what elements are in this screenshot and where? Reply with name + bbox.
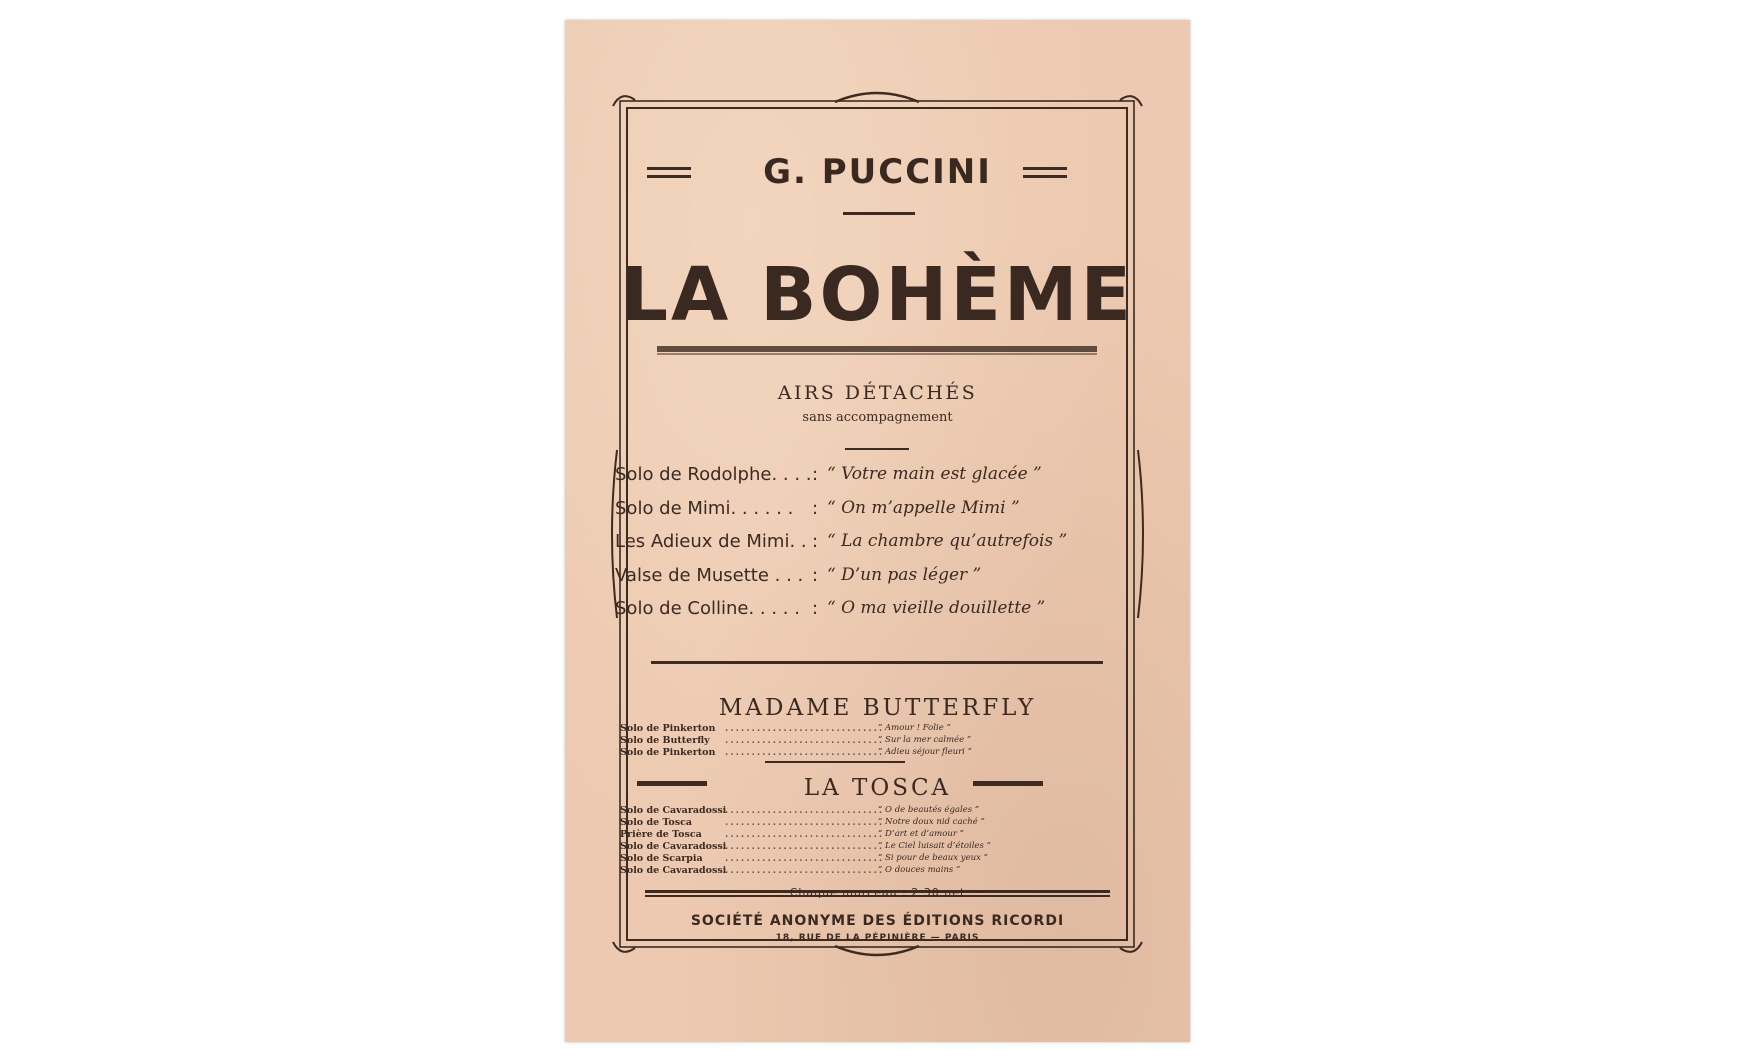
aria-row <box>615 565 1145 599</box>
list-item <box>620 723 1080 735</box>
publisher-name: SOCIÉTÉ ANONYME DES ÉDITIONS RICORDI <box>690 913 1065 929</box>
list-item <box>620 805 1080 817</box>
list-item <box>620 747 1080 759</box>
aria-title: “ D’art et d’amour ” <box>878 829 964 839</box>
aria-label: Solo de Rodolphe. . . . <box>615 464 812 485</box>
list-item <box>620 841 1080 853</box>
subtitle-note: sans accompagnement <box>802 410 953 425</box>
section-subtitle: AIRS DÉTACHÉS <box>777 382 978 404</box>
list-item <box>620 817 1080 829</box>
aria-label: Valse de Musette . . . <box>615 564 804 586</box>
opera-title: LA BOHÈME <box>620 252 1135 338</box>
aria-title: “ O de beautés égales ” <box>878 805 980 815</box>
leader-dots: .............................. <box>725 865 885 876</box>
aria-label: Prière de Tosca <box>620 829 702 840</box>
aria-title: “ D’un pas léger ” <box>827 564 982 585</box>
aria-row <box>615 498 1145 532</box>
list-item <box>620 735 1080 747</box>
aria-title: “ Amour ! Folie ” <box>878 723 951 733</box>
aria-title: “ Votre main est glacée ” <box>827 464 1042 484</box>
aria-label: Solo de Butterfly <box>620 735 710 746</box>
publisher-address: 18, RUE DE LA PÉPINIÈRE — PARIS <box>775 933 980 943</box>
aria-colon: : <box>812 497 819 519</box>
price-note: Chaque morceau : 2 30 net <box>789 886 966 899</box>
aria-label: Solo de Cavaradossi <box>620 805 727 816</box>
aria-label: Solo de Scarpia <box>620 853 703 864</box>
aria-title: “ Adieu séjour fleuri ” <box>878 747 972 757</box>
aria-title: “ O ma vieille douillette ” <box>827 598 1046 618</box>
leader-dots: .............................. <box>725 853 885 864</box>
aria-title: “ Le Ciel luisait d’étoiles ” <box>878 841 991 851</box>
leader-dots: .............................. <box>725 817 885 828</box>
aria-row <box>615 464 1145 498</box>
aria-label: Solo de Cavaradossi <box>620 865 727 876</box>
aria-label: Solo de Pinkerton <box>620 723 716 734</box>
leader-dots: .............................. <box>725 829 885 840</box>
composer-name: G. PUCCINI <box>763 152 992 192</box>
aria-title: “ Si pour de beaux yeux ” <box>878 853 988 863</box>
butterfly-aria-list <box>620 723 1080 759</box>
aria-colon: : <box>812 598 819 619</box>
list-item <box>620 853 1080 865</box>
leader-dots: .............................. <box>725 805 885 816</box>
aria-row <box>615 598 1145 632</box>
aria-colon: : <box>812 564 819 586</box>
aria-title: “ Notre doux nid caché ” <box>878 817 985 827</box>
aria-colon: : <box>812 531 819 552</box>
tosca-aria-list <box>620 805 1080 877</box>
list-item <box>620 829 1080 841</box>
aria-label: Solo de Colline. . . . . <box>615 598 800 619</box>
boheme-aria-list <box>615 464 1145 632</box>
leader-dots: .............................. <box>725 723 885 734</box>
tosca-heading: LA TOSCA <box>803 775 952 801</box>
aria-row <box>615 531 1145 565</box>
aria-colon: : <box>812 464 819 485</box>
aria-label: Solo de Tosca <box>620 817 693 828</box>
sheet-music-cover <box>565 20 1190 1042</box>
aria-title: “ Sur la mer calmée ” <box>878 735 972 745</box>
leader-dots: .............................. <box>725 747 885 758</box>
aria-label: Solo de Cavaradossi <box>620 841 727 852</box>
leader-dots: .............................. <box>725 735 885 746</box>
aria-label: Les Adieux de Mimi. . <box>615 531 807 552</box>
aria-label: Solo de Mimi. . . . . . <box>615 497 794 519</box>
list-item <box>620 865 1080 877</box>
aria-title: “ O douces mains ” <box>878 865 961 875</box>
aria-title: “ On m’appelle Mimi ” <box>827 497 1020 518</box>
aria-label: Solo de Pinkerton <box>620 747 716 758</box>
aria-title: “ La chambre qu’autrefois ” <box>827 531 1068 551</box>
leader-dots: .............................. <box>725 841 885 852</box>
butterfly-heading: MADAME BUTTERFLY <box>718 695 1037 721</box>
